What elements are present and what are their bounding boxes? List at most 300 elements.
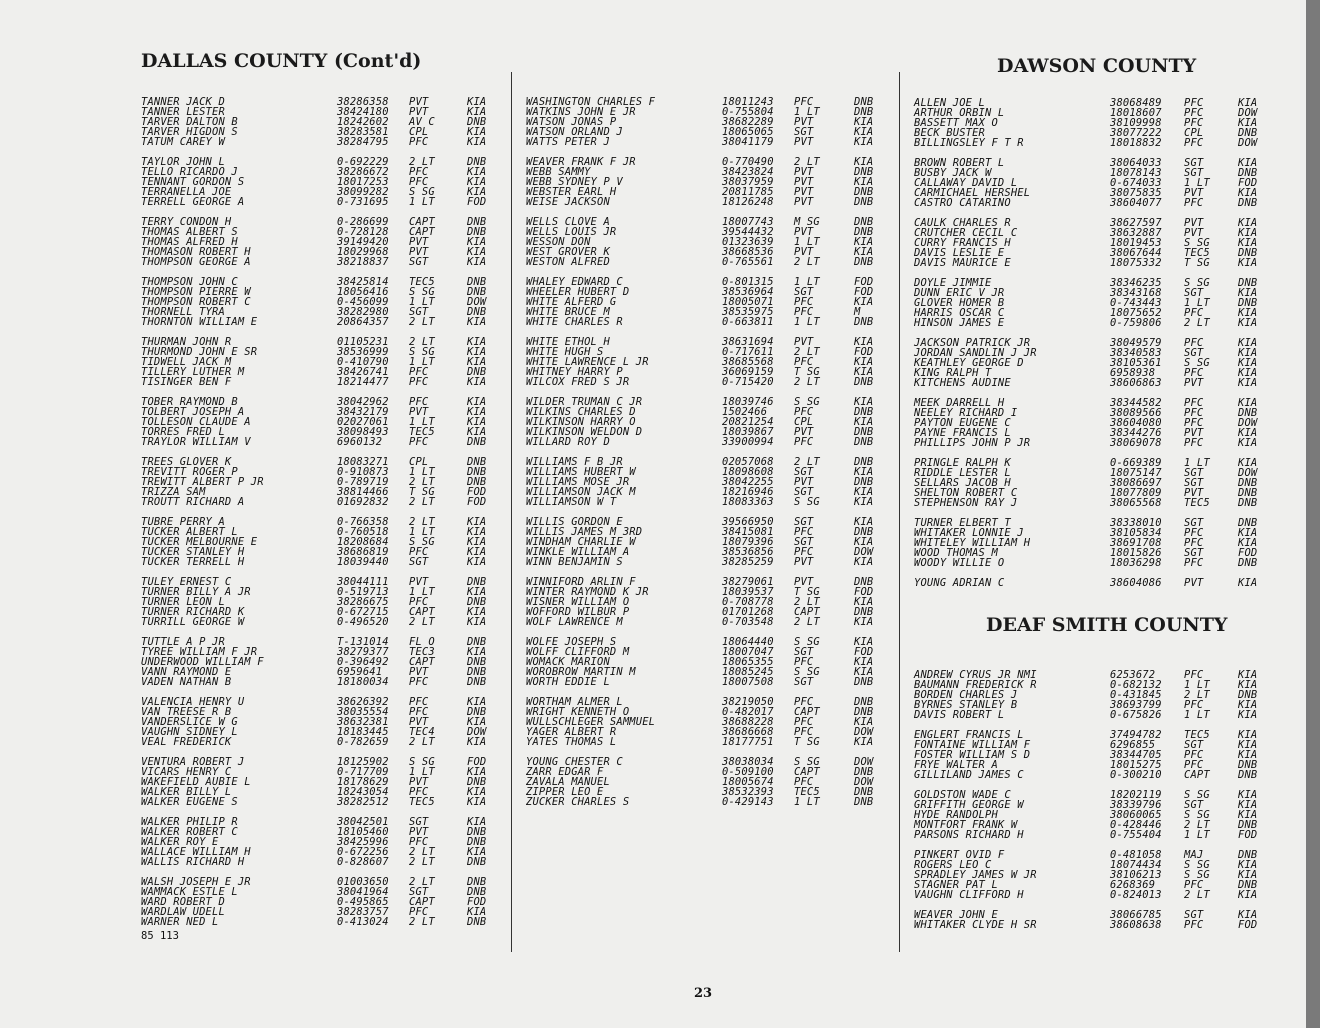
roster-name: WARD ROBERT D bbox=[141, 896, 225, 908]
roster-row bbox=[914, 890, 1274, 900]
roster-row bbox=[141, 377, 496, 387]
roster-serial-number: 18074434 bbox=[1110, 859, 1162, 871]
roster-status: KIA bbox=[854, 486, 874, 498]
roster-rank: 2 LT bbox=[794, 596, 820, 608]
roster-rank: SGT bbox=[1184, 287, 1204, 299]
roster-rank: PFC bbox=[794, 526, 814, 538]
roster-group bbox=[526, 217, 886, 267]
roster-name: WALKER ROBERT C bbox=[141, 826, 238, 838]
roster-name: TRIZZA SAM bbox=[141, 486, 206, 498]
roster-name: WELLS LOUIS JR bbox=[526, 226, 617, 238]
roster-rank: PFC bbox=[1184, 537, 1204, 549]
roster-status: KIA bbox=[1238, 709, 1258, 721]
roster-status: KIA bbox=[467, 906, 487, 918]
roster-status: DNB bbox=[854, 796, 874, 808]
roster-name: VALENCIA HENRY U bbox=[141, 696, 245, 708]
roster-rank: 2 LT bbox=[409, 876, 435, 888]
roster-name: VEAL FREDERICK bbox=[141, 736, 232, 748]
roster-status: FOD bbox=[1238, 919, 1258, 931]
roster-name: VADEN NATHAN B bbox=[141, 676, 232, 688]
roster-name: WOOD THOMAS M bbox=[914, 547, 998, 559]
roster-rank: TEC5 bbox=[409, 276, 435, 288]
roster-serial-number: 18015275 bbox=[1110, 759, 1162, 771]
roster-serial-number: 38037959 bbox=[722, 176, 774, 188]
roster-status: DNB bbox=[854, 476, 874, 488]
roster-group bbox=[914, 98, 1274, 148]
roster-rank: PVT bbox=[794, 246, 814, 258]
roster-serial-number: 38286672 bbox=[337, 166, 389, 178]
roster-name: WINNIFORD ARLIN F bbox=[526, 576, 636, 588]
roster-rank: T SG bbox=[794, 736, 820, 748]
roster-name: ROGERS LEO C bbox=[914, 859, 992, 871]
roster-serial-number: 18005674 bbox=[722, 776, 774, 788]
roster-name: TERRANELLA JOE bbox=[141, 186, 232, 198]
roster-serial-number: 0-482017 bbox=[722, 706, 774, 718]
roster-status: DNB bbox=[467, 776, 487, 788]
roster-name: TREVITT ROGER P bbox=[141, 466, 238, 478]
roster-name: ANDREW CYRUS JR NMI bbox=[914, 669, 1037, 681]
footnote-code: 85 113 bbox=[141, 930, 179, 942]
roster-status: KIA bbox=[854, 656, 874, 668]
roster-serial-number: 6296855 bbox=[1110, 739, 1156, 751]
roster-serial-number: 38286675 bbox=[337, 596, 389, 608]
roster-rank: PVT bbox=[794, 116, 814, 128]
roster-name: STEPHENSON RAY J bbox=[914, 497, 1018, 509]
roster-serial-number: 38218837 bbox=[337, 256, 389, 268]
roster-rank: S SG bbox=[1184, 357, 1210, 369]
roster-status: FOD bbox=[467, 196, 487, 208]
roster-serial-number: 38693799 bbox=[1110, 699, 1162, 711]
roster-name: WALKER PHILIP R bbox=[141, 816, 238, 828]
roster-serial-number: 38077222 bbox=[1110, 127, 1162, 139]
roster-name: WOLF LAWRENCE M bbox=[526, 616, 623, 628]
roster-serial-number: 18039440 bbox=[337, 556, 389, 568]
page-number: 23 bbox=[694, 986, 713, 1001]
roster-name: TILLERY LUTHER M bbox=[141, 366, 245, 378]
roster-name: WESSON DON bbox=[526, 236, 591, 248]
roster-rank: S SG bbox=[794, 396, 820, 408]
roster-serial-number: 38688228 bbox=[722, 716, 774, 728]
roster-status: DNB bbox=[854, 216, 874, 228]
roster-serial-number: 01692832 bbox=[337, 496, 389, 508]
roster-status: KIA bbox=[1238, 457, 1258, 469]
roster-name: TURNER BILLY A JR bbox=[141, 586, 251, 598]
roster-name: WEAVER FRANK F JR bbox=[526, 156, 636, 168]
roster-rank: TEC5 bbox=[794, 786, 820, 798]
roster-serial-number: 38339796 bbox=[1110, 799, 1162, 811]
roster-status: KIA bbox=[467, 166, 487, 178]
roster-rank: SGT bbox=[1184, 909, 1204, 921]
roster-serial-number: 38279061 bbox=[722, 576, 774, 588]
roster-rank: PVT bbox=[794, 476, 814, 488]
roster-serial-number: 38282980 bbox=[337, 306, 389, 318]
roster-group bbox=[526, 337, 886, 387]
roster-serial-number: 6253672 bbox=[1110, 669, 1156, 681]
roster-name: TERRELL GEORGE A bbox=[141, 196, 245, 208]
roster-name: WATTS PETER J bbox=[526, 136, 610, 148]
roster-name: DUNN ERIC V JR bbox=[914, 287, 1005, 299]
roster-status: KIA bbox=[854, 496, 874, 508]
roster-serial-number: 37494782 bbox=[1110, 729, 1162, 741]
roster-serial-number: 0-519713 bbox=[337, 586, 389, 598]
roster-rank: T SG bbox=[794, 586, 820, 598]
roster-status: DOW bbox=[467, 296, 487, 308]
roster-serial-number: 18039537 bbox=[722, 586, 774, 598]
roster-serial-number: 38106213 bbox=[1110, 869, 1162, 881]
roster-rank: CAPT bbox=[794, 606, 820, 618]
roster-rank: PVT bbox=[794, 576, 814, 588]
roster-rank: PFC bbox=[409, 376, 429, 388]
roster-serial-number: 20864357 bbox=[337, 316, 389, 328]
roster-status: FOD bbox=[467, 486, 487, 498]
roster-serial-number: 0-495865 bbox=[337, 896, 389, 908]
roster-serial-number: 18214477 bbox=[337, 376, 389, 388]
roster-name: TATUM CAREY W bbox=[141, 136, 225, 148]
roster-serial-number: 38631694 bbox=[722, 336, 774, 348]
roster-serial-number: 1502466 bbox=[722, 406, 768, 418]
roster-serial-number: 0-766358 bbox=[337, 516, 389, 528]
roster-rank: 2 LT bbox=[794, 156, 820, 168]
roster-serial-number: 0-300210 bbox=[1110, 769, 1162, 781]
roster-rank: PVT bbox=[409, 406, 429, 418]
roster-rank: 1 LT bbox=[1184, 679, 1210, 691]
roster-rank: CAPT bbox=[409, 226, 435, 238]
roster-name: WHITNEY HARRY P bbox=[526, 366, 623, 378]
roster-group bbox=[914, 670, 1274, 720]
roster-row bbox=[141, 137, 496, 147]
roster-status: KIA bbox=[854, 536, 874, 548]
roster-name: THORNELL TYRA bbox=[141, 306, 225, 318]
roster-status: KIA bbox=[1238, 157, 1258, 169]
roster-status: DNB bbox=[1238, 167, 1258, 179]
roster-row bbox=[526, 257, 886, 267]
roster-rank: 1 LT bbox=[409, 416, 435, 428]
roster-group bbox=[914, 458, 1274, 508]
roster-name: TAYLOR JOHN L bbox=[141, 156, 225, 168]
roster-row bbox=[141, 677, 496, 687]
roster-name: VICARS HENRY C bbox=[141, 766, 232, 778]
roster-rank: PFC bbox=[1184, 527, 1204, 539]
roster-group bbox=[914, 338, 1274, 388]
roster-serial-number: 38284795 bbox=[337, 136, 389, 148]
roster-name: THURMAN JOHN R bbox=[141, 336, 232, 348]
roster-rank: S SG bbox=[409, 286, 435, 298]
roster-status: KIA bbox=[1238, 799, 1258, 811]
roster-name: THOMAS ALFRED H bbox=[141, 236, 238, 248]
roster-name: WOLFE JOSEPH S bbox=[526, 636, 617, 648]
roster-status: DNB bbox=[467, 116, 487, 128]
heading-dallas-county: DALLAS COUNTY (Cont'd) bbox=[141, 50, 422, 72]
roster-name: KITCHENS AUDINE bbox=[914, 377, 1011, 389]
roster-name: SELLARS JACOB H bbox=[914, 477, 1011, 489]
roster-rank: S SG bbox=[1184, 809, 1210, 821]
roster-status: FOD bbox=[854, 586, 874, 598]
roster-serial-number: 0-286699 bbox=[337, 216, 389, 228]
roster-rank: PVT bbox=[409, 246, 429, 258]
roster-name: BROWN ROBERT L bbox=[914, 157, 1005, 169]
roster-serial-number: 39566950 bbox=[722, 516, 774, 528]
roster-row bbox=[914, 198, 1274, 208]
roster-rank: 2 LT bbox=[1184, 317, 1210, 329]
roster-name: GLOVER HOMER B bbox=[914, 297, 1005, 309]
roster-rank: PFC bbox=[1184, 197, 1204, 209]
roster-rank: 2 LT bbox=[409, 846, 435, 858]
roster-rank: CAPT bbox=[409, 656, 435, 668]
roster-name: WALKER ROY E bbox=[141, 836, 219, 848]
roster-name: WHITELEY WILLIAM H bbox=[914, 537, 1031, 549]
roster-status: DNB bbox=[1238, 769, 1258, 781]
roster-name: THORNTON WILLIAM E bbox=[141, 316, 258, 328]
roster-status: KIA bbox=[854, 296, 874, 308]
roster-name: BASSETT MAX O bbox=[914, 117, 998, 129]
roster-status: DNB bbox=[467, 656, 487, 668]
roster-rank: PFC bbox=[1184, 407, 1204, 419]
roster-row bbox=[914, 710, 1274, 720]
roster-rank: PVT bbox=[1184, 187, 1204, 199]
roster-group bbox=[914, 790, 1274, 840]
roster-rank: PFC bbox=[794, 656, 814, 668]
roster-status: DNB bbox=[1238, 477, 1258, 489]
roster-group bbox=[526, 397, 886, 447]
roster-status: KIA bbox=[1238, 427, 1258, 439]
roster-rank: SGT bbox=[409, 886, 429, 898]
roster-name: DAVIS MAURICE E bbox=[914, 257, 1011, 269]
roster-name: TULEY ERNEST C bbox=[141, 576, 232, 588]
roster-name: VANN RAYMOND E bbox=[141, 666, 232, 678]
roster-name: WEBSTER EARL H bbox=[526, 186, 617, 198]
roster-serial-number: 39149420 bbox=[337, 236, 389, 248]
roster-status: DNB bbox=[1238, 689, 1258, 701]
roster-serial-number: 38282512 bbox=[337, 796, 389, 808]
roster-status: KIA bbox=[467, 696, 487, 708]
roster-status: KIA bbox=[854, 466, 874, 478]
roster-name: WATSON ORLAND J bbox=[526, 126, 623, 138]
left-column-roster bbox=[141, 97, 496, 937]
roster-group bbox=[914, 278, 1274, 328]
roster-rank: PFC bbox=[1184, 97, 1204, 109]
roster-status: KIA bbox=[467, 236, 487, 248]
roster-status: KIA bbox=[1238, 699, 1258, 711]
roster-serial-number: 38042962 bbox=[337, 396, 389, 408]
roster-status: DNB bbox=[854, 676, 874, 688]
roster-status: DNB bbox=[854, 196, 874, 208]
roster-status: DNB bbox=[467, 456, 487, 468]
roster-rank: PFC bbox=[794, 356, 814, 368]
roster-name: WATKINS JOHN E JR bbox=[526, 106, 636, 118]
roster-name: STAGNER PAT L bbox=[914, 879, 998, 891]
roster-rank: S SG bbox=[409, 536, 435, 548]
roster-name: WAMMACK ESTLE L bbox=[141, 886, 238, 898]
roster-status: DNB bbox=[854, 166, 874, 178]
roster-status: KIA bbox=[1238, 237, 1258, 249]
roster-status: DNB bbox=[467, 436, 487, 448]
roster-row bbox=[141, 497, 496, 507]
roster-serial-number: 38425814 bbox=[337, 276, 389, 288]
roster-row bbox=[141, 917, 496, 927]
roster-group bbox=[914, 518, 1274, 568]
roster-name: WHITE LAWRENCE L JR bbox=[526, 356, 649, 368]
roster-name: WEBB SYDNEY P V bbox=[526, 176, 623, 188]
roster-name: WHITAKER LONNIE J bbox=[914, 527, 1024, 539]
roster-serial-number: 0-663811 bbox=[722, 316, 774, 328]
roster-status: KIA bbox=[1238, 357, 1258, 369]
roster-name: KING RALPH T bbox=[914, 367, 992, 379]
roster-status: DNB bbox=[854, 106, 874, 118]
roster-name: CARMICHAEL HERSHEL bbox=[914, 187, 1031, 199]
roster-serial-number: 38424180 bbox=[337, 106, 389, 118]
roster-serial-number: 38041964 bbox=[337, 886, 389, 898]
roster-rank: SGT bbox=[1184, 157, 1204, 169]
roster-rank: PFC bbox=[409, 836, 429, 848]
roster-status: KIA bbox=[1238, 187, 1258, 199]
column-divider-left bbox=[511, 72, 512, 952]
roster-name: WHITE ALFERD G bbox=[526, 296, 617, 308]
roster-rank: 2 LT bbox=[794, 346, 820, 358]
roster-name: THOMPSON ROBERT C bbox=[141, 296, 251, 308]
roster-rank: 1 LT bbox=[409, 766, 435, 778]
roster-name: WILLIAMSON W T bbox=[526, 496, 617, 508]
roster-rank: 1 LT bbox=[1184, 457, 1210, 469]
roster-serial-number: 18075332 bbox=[1110, 257, 1162, 269]
roster-rank: PFC bbox=[1184, 437, 1204, 449]
roster-name: TYREE WILLIAM F JR bbox=[141, 646, 258, 658]
roster-status: DNB bbox=[1238, 197, 1258, 209]
roster-status: KIA bbox=[467, 606, 487, 618]
roster-rank: PVT bbox=[794, 426, 814, 438]
roster-rank: PFC bbox=[1184, 397, 1204, 409]
roster-status: KIA bbox=[1238, 577, 1258, 589]
roster-row bbox=[526, 317, 886, 327]
roster-row bbox=[141, 317, 496, 327]
roster-status: KIA bbox=[1238, 789, 1258, 801]
roster-name: DAVIS LESLIE E bbox=[914, 247, 1005, 259]
roster-status: KIA bbox=[467, 96, 487, 108]
roster-serial-number: 18177751 bbox=[722, 736, 774, 748]
roster-serial-number: 38604077 bbox=[1110, 197, 1162, 209]
heading-dawson-county: DAWSON COUNTY bbox=[997, 55, 1197, 77]
roster-name: WALKER BILLY L bbox=[141, 786, 232, 798]
roster-name: WALLACE WILLIAM H bbox=[141, 846, 251, 858]
roster-rank: PFC bbox=[409, 166, 429, 178]
roster-serial-number: 18007508 bbox=[722, 676, 774, 688]
roster-status: KIA bbox=[467, 766, 487, 778]
roster-name: TIDWELL JACK M bbox=[141, 356, 232, 368]
roster-rank: PVT bbox=[409, 236, 429, 248]
roster-name: GILLILAND JAMES C bbox=[914, 769, 1024, 781]
roster-name: TURNER RICHARD K bbox=[141, 606, 245, 618]
roster-serial-number: 18083363 bbox=[722, 496, 774, 508]
roster-rank: PFC bbox=[409, 676, 429, 688]
roster-serial-number: 18078143 bbox=[1110, 167, 1162, 179]
roster-status: KIA bbox=[854, 636, 874, 648]
roster-serial-number: 38426741 bbox=[337, 366, 389, 378]
roster-row bbox=[141, 737, 496, 747]
roster-serial-number: 0-413024 bbox=[337, 916, 389, 928]
roster-rank: PVT bbox=[794, 186, 814, 198]
roster-row bbox=[141, 617, 496, 627]
roster-name: PHILLIPS JOHN P JR bbox=[914, 437, 1031, 449]
roster-name: WISNER WILLIAM O bbox=[526, 596, 630, 608]
roster-serial-number: 0-717611 bbox=[722, 346, 774, 358]
roster-status: KIA bbox=[854, 666, 874, 678]
roster-name: FRYE WALTER A bbox=[914, 759, 998, 771]
roster-serial-number: 38536999 bbox=[337, 346, 389, 358]
roster-name: ENGLERT FRANCIS L bbox=[914, 729, 1024, 741]
roster-rank: 2 LT bbox=[794, 456, 820, 468]
roster-serial-number: 38627597 bbox=[1110, 217, 1162, 229]
roster-status: KIA bbox=[467, 246, 487, 258]
roster-status: M bbox=[854, 306, 861, 318]
roster-rank: 1 LT bbox=[1184, 297, 1210, 309]
roster-rank: SGT bbox=[794, 486, 814, 498]
roster-serial-number: 38042255 bbox=[722, 476, 774, 488]
roster-name: WHITE BRUCE M bbox=[526, 306, 610, 318]
roster-serial-number: 18065065 bbox=[722, 126, 774, 138]
roster-status: KIA bbox=[1238, 729, 1258, 741]
roster-status: KIA bbox=[467, 136, 487, 148]
roster-row bbox=[526, 677, 886, 687]
roster-rank: PVT bbox=[409, 96, 429, 108]
roster-name: MONTFORT FRANK W bbox=[914, 819, 1018, 831]
roster-row bbox=[914, 138, 1274, 148]
roster-status: KIA bbox=[467, 556, 487, 568]
roster-group bbox=[141, 517, 496, 567]
roster-rank: SGT bbox=[794, 676, 814, 688]
roster-serial-number: 38044111 bbox=[337, 576, 389, 588]
roster-status: KIA bbox=[1238, 337, 1258, 349]
roster-status: FOD bbox=[854, 276, 874, 288]
roster-serial-number: 38685568 bbox=[722, 356, 774, 368]
roster-serial-number: 38632381 bbox=[337, 716, 389, 728]
roster-name: THOMASON ROBERT H bbox=[141, 246, 251, 258]
roster-group bbox=[914, 578, 1274, 588]
roster-status: KIA bbox=[467, 546, 487, 558]
roster-status: KIA bbox=[854, 126, 874, 138]
roster-name: WILKINS CHARLES D bbox=[526, 406, 636, 418]
roster-serial-number: 38060065 bbox=[1110, 809, 1162, 821]
roster-rank: TEC3 bbox=[409, 646, 435, 658]
roster-rank: PVT bbox=[794, 166, 814, 178]
roster-serial-number: 0-765561 bbox=[722, 256, 774, 268]
roster-rank: 2 LT bbox=[409, 516, 435, 528]
roster-name: RIDDLE LESTER L bbox=[914, 467, 1011, 479]
roster-serial-number: 0-708778 bbox=[722, 596, 774, 608]
roster-serial-number: 38038034 bbox=[722, 756, 774, 768]
roster-status: DNB bbox=[1238, 497, 1258, 509]
roster-status: DNB bbox=[1238, 759, 1258, 771]
roster-serial-number: 38035554 bbox=[337, 706, 389, 718]
roster-status: KIA bbox=[467, 346, 487, 358]
roster-name: VENTURA ROBERT J bbox=[141, 756, 245, 768]
roster-group bbox=[526, 277, 886, 327]
roster-status: DNB bbox=[854, 316, 874, 328]
roster-group bbox=[141, 277, 496, 327]
roster-serial-number: 18242602 bbox=[337, 116, 389, 128]
roster-serial-number: 01105231 bbox=[337, 336, 389, 348]
roster-rank: 2 LT bbox=[409, 736, 435, 748]
roster-status: KIA bbox=[467, 586, 487, 598]
roster-status: KIA bbox=[467, 186, 487, 198]
roster-serial-number: 38285259 bbox=[722, 556, 774, 568]
roster-rank: 1 LT bbox=[1184, 177, 1210, 189]
roster-status: DNB bbox=[1238, 879, 1258, 891]
roster-serial-number: 38423824 bbox=[722, 166, 774, 178]
roster-rank: SGT bbox=[794, 286, 814, 298]
roster-name: GOLDSTON WADE C bbox=[914, 789, 1011, 801]
roster-serial-number: 6960132 bbox=[337, 436, 383, 448]
roster-status: DNB bbox=[467, 596, 487, 608]
roster-serial-number: 38425996 bbox=[337, 836, 389, 848]
